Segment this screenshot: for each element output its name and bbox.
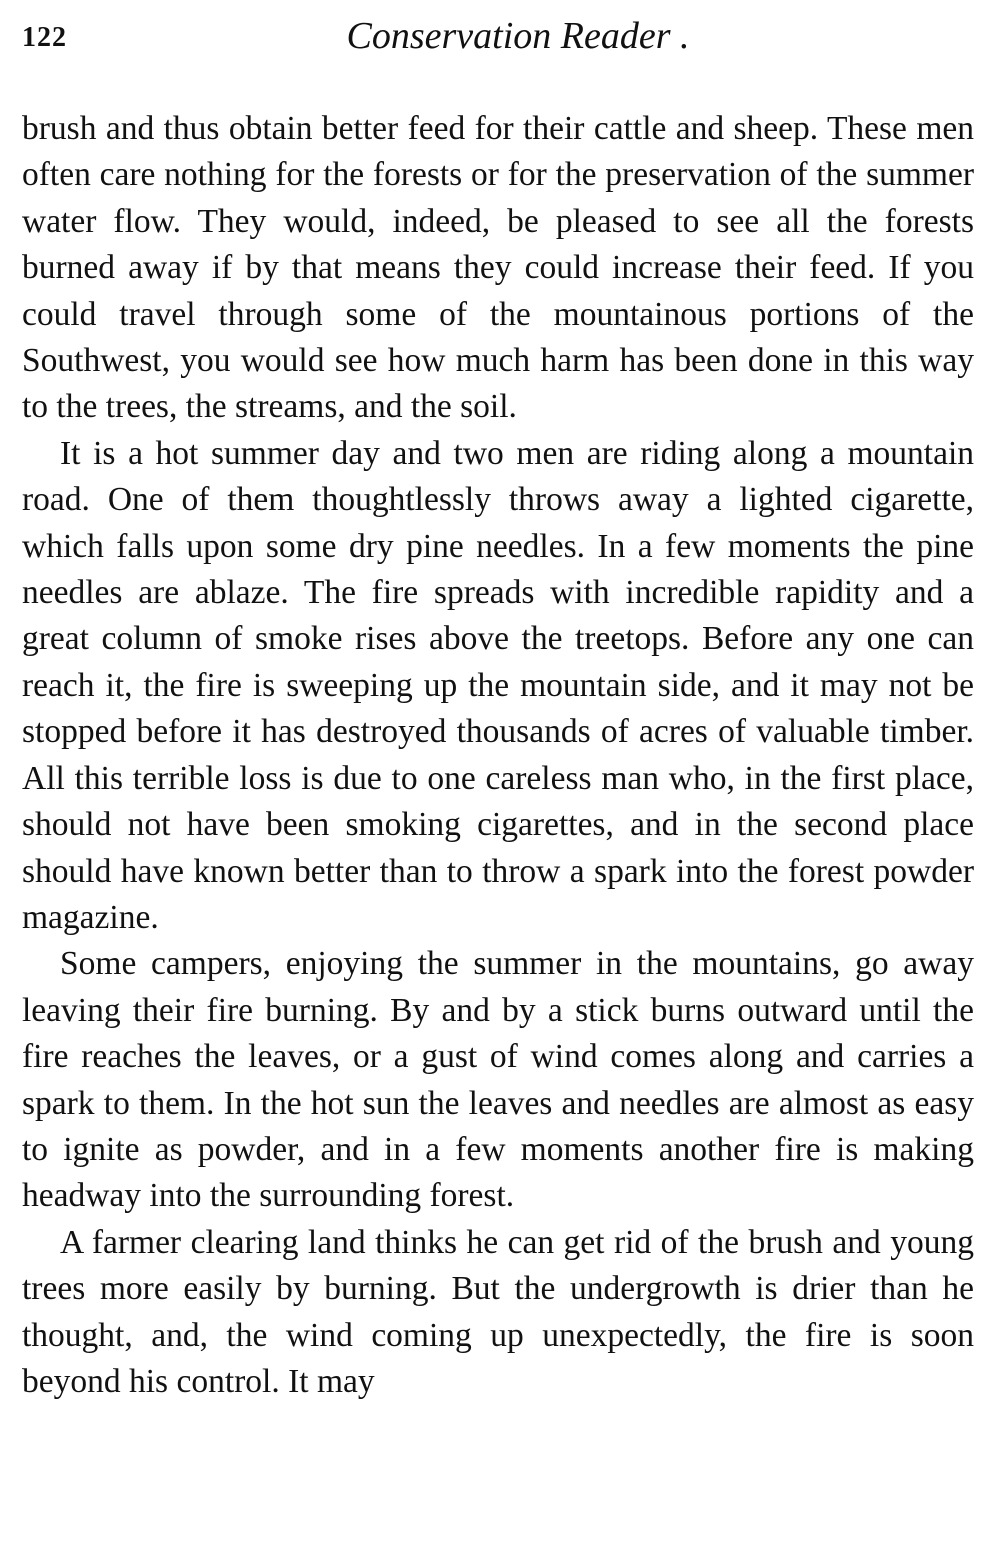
- paragraph-cigarette: It is a hot summer day and two men are riding along a mountain road. One of them thoughtlessly throws away a lighted cigarette, which falls upon some dry pine needles. In a few moments the pine needles are ablaze. The fire spreads with incredible rapidity and a great column of smoke rises above the treetops. Before any one can reach it, the fire is sweeping up the mountain side, and it may not be stopped before it has destroyed thousands of acres of valuable timber. All this terrible loss is due to one careless man who, in the first place, should not have been smoking cigarettes, and in the second place should have known better than to throw a spark into the forest powder magazine.: [22, 434, 974, 936]
- running-title: Conservation Reader .: [346, 15, 690, 57]
- running-head: [22, 14, 974, 78]
- paragraph-continuation: brush and thus obtain better feed for their cattle and sheep. These men often care nothing for the forests or for the preservation of the summer water flow. They would, indeed, be pleased to see all the forests burned away if by that means they could increase their feed. If you could travel through some of the mountainous portions of the Southwest, you would see how much harm has been done in this way to the trees, the streams, and the soil.: [22, 110, 974, 426]
- paragraph-farmer: A farmer clearing land thinks he can get rid of the brush and young trees more easily by burning. But the undergrowth is drier than he thought, and, the wind coming up unexpectedly, the fire is soon beyond his control. It may: [22, 1223, 974, 1400]
- paragraph-campers: Some campers, enjoying the summer in the mountains, go away leaving their fire burning. By and by a stick burns outward until the fire reaches the leaves, or a gust of wind comes along and carries a spark to them. In the hot sun the leaves and needles are almost as easy to ignite as powder, and in a few moments another fire is making headway into the surrounding forest.: [22, 945, 974, 1215]
- body-text: [22, 106, 974, 1405]
- page-number: 122: [22, 22, 67, 53]
